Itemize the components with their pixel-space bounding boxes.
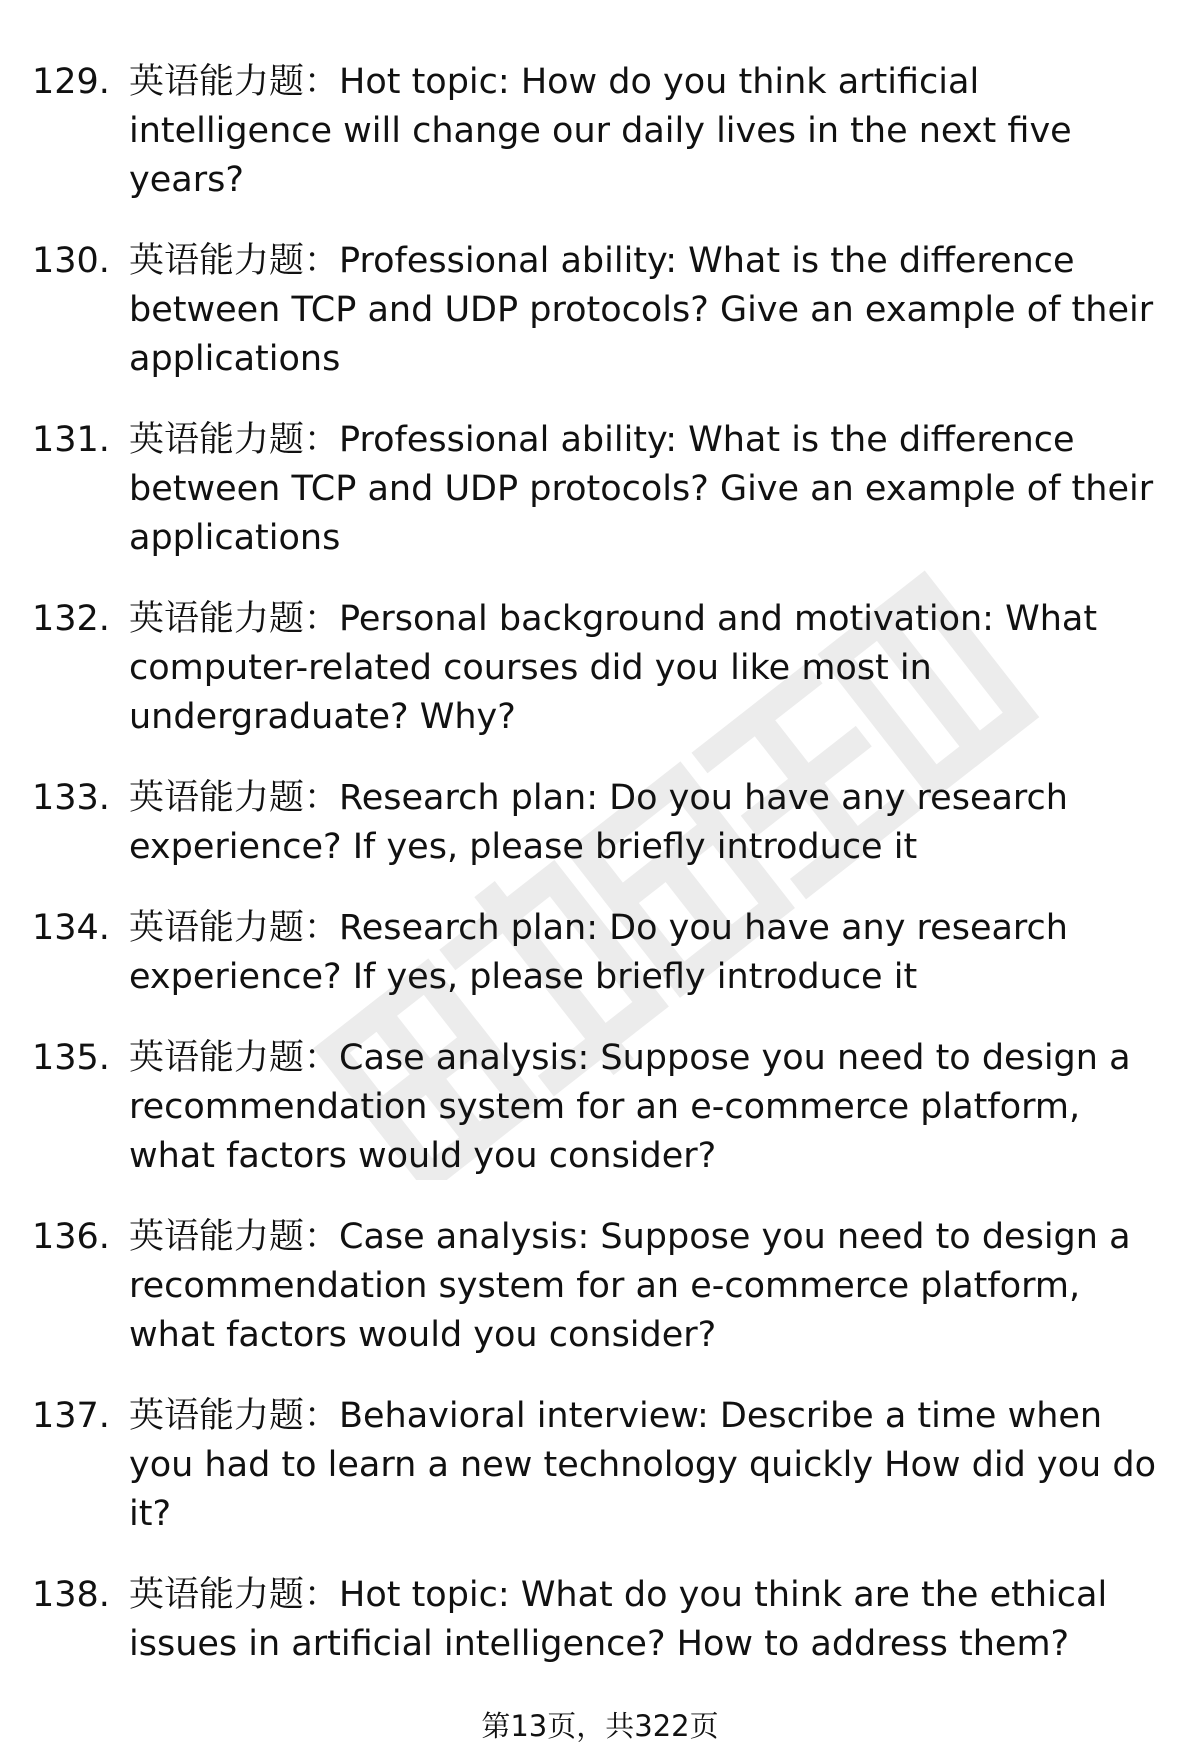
question-number: 134. xyxy=(32,908,110,948)
list-item xyxy=(0,904,1200,1002)
question-text: 英语能力题：Research plan: Do you have any research experience? If yes, please briefly introduce it xyxy=(129,778,1068,867)
question-text: 英语能力题：Case analysis: Suppose you need to design a recommendation system for an e-commerce platform, what factors would you consider? xyxy=(129,1038,1131,1176)
list-item xyxy=(0,1392,1200,1539)
question-text: 英语能力题：Research plan: Do you have any research experience? If yes, please briefly introduce it xyxy=(129,908,1068,997)
question-text: 英语能力题：Hot topic: How do you think artificial intelligence will change our daily lives in the next five years? xyxy=(129,62,1072,200)
question-number: 133. xyxy=(32,778,110,818)
question-text: 英语能力题：Case analysis: Suppose you need to design a recommendation system for an e-commerce platform, what factors would you consider? xyxy=(129,1217,1131,1355)
question-text: 英语能力题：Professional ability: What is the difference between TCP and UDP protocols? Give an example of their applications xyxy=(129,241,1154,379)
question-number: 131. xyxy=(32,420,110,460)
list-item xyxy=(0,58,1200,205)
question-number: 129. xyxy=(32,62,110,102)
question-text: 英语能力题：Behavioral interview: Describe a time when you had to learn a new technology quickly How did you do it? xyxy=(129,1396,1156,1534)
question-list xyxy=(0,58,1200,1701)
list-item xyxy=(0,774,1200,872)
question-text: 英语能力题：Hot topic: What do you think are the ethical issues in artificial intelligence? How to address them? xyxy=(129,1575,1108,1664)
question-number: 135. xyxy=(32,1038,110,1078)
question-text: 英语能力题：Personal background and motivation: What computer-related courses did you like most in undergraduate? Why? xyxy=(129,599,1098,737)
list-item xyxy=(0,416,1200,563)
question-number: 132. xyxy=(32,599,110,639)
page-number-footer: 第13页，共322页 xyxy=(481,1709,719,1743)
list-item xyxy=(0,1034,1200,1181)
question-number: 138. xyxy=(32,1575,110,1615)
list-item xyxy=(0,1571,1200,1669)
question-number: 130. xyxy=(32,241,110,281)
list-item xyxy=(0,595,1200,742)
question-text: 英语能力题：Professional ability: What is the difference between TCP and UDP protocols? Give an example of their applications xyxy=(129,420,1154,558)
list-item xyxy=(0,237,1200,384)
list-item xyxy=(0,1213,1200,1360)
question-number: 136. xyxy=(32,1217,110,1257)
question-number: 137. xyxy=(32,1396,110,1436)
